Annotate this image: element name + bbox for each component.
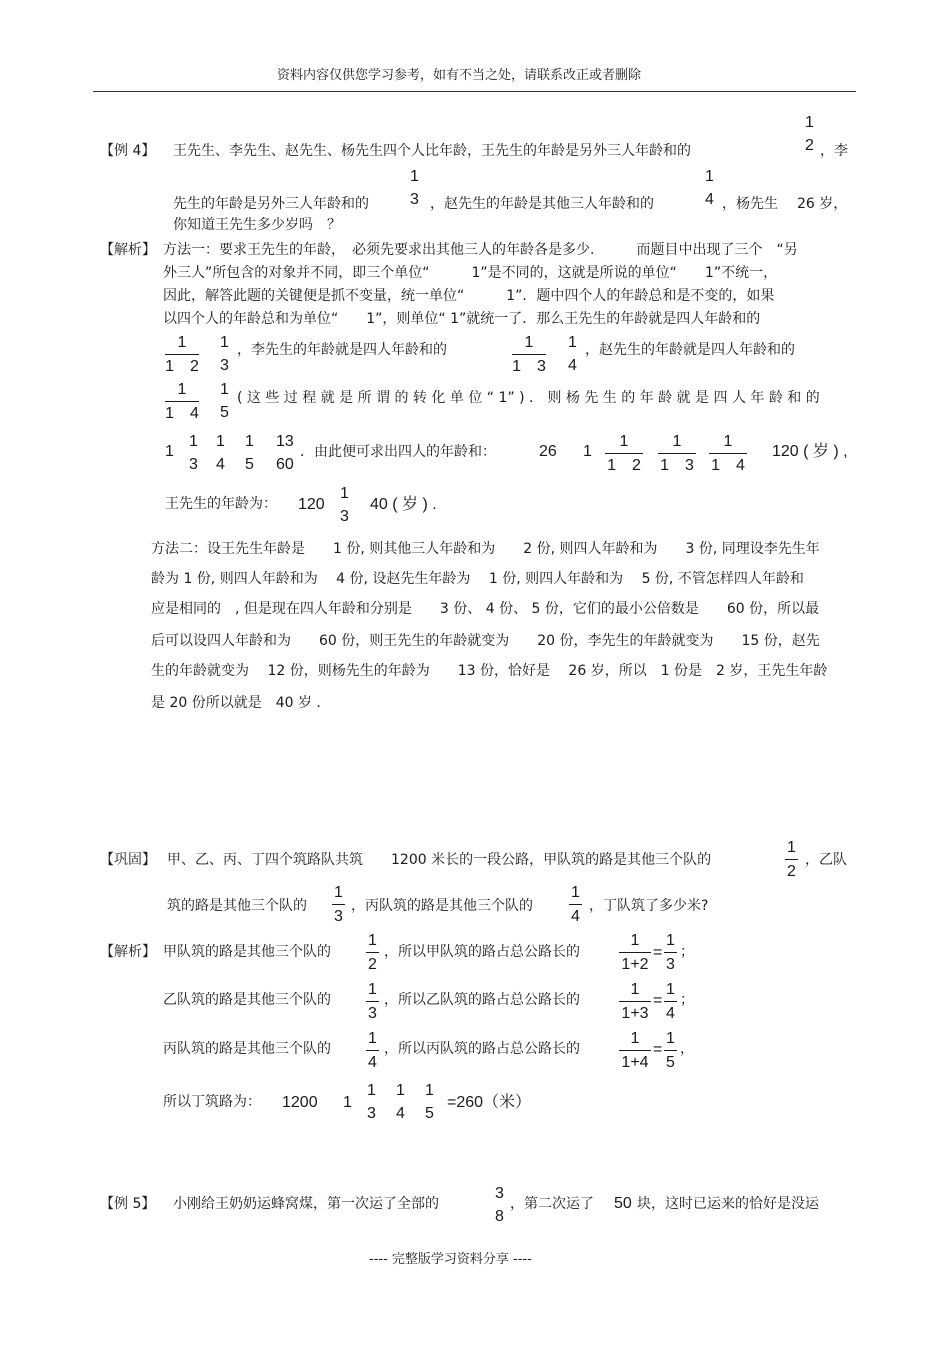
fraction-1-over-1-3: $\frac{1}{1 3}$ — [512, 334, 546, 375]
fraction-1-over-1p3: $\frac{1}{1+3}$ — [619, 982, 651, 1022]
fraction-1-3-e: $\frac{1}{3}$ — [334, 884, 343, 925]
comma-3: ， — [680, 1041, 694, 1057]
method-2-line4: 后可以设四人年龄和为 60 份，则王先生的年龄就变为 20 份，李先生的年龄就变为 15 份，赵先 — [151, 633, 820, 649]
fraction-1-5-c: 1 5 — [245, 433, 254, 473]
solution-4-line3: 因此，解答此题的关键便是抓不变量，统一单位“ 1”．题中四个人的年龄总和是不变的，如果 — [163, 288, 775, 304]
solution-4-26: 26 — [539, 443, 557, 460]
practice-solution-row1b: ，所以甲队筑的路占总公路长的 — [384, 944, 580, 960]
example-5-tail: 块，这时已运来的恰好是没运 — [637, 1196, 819, 1212]
fraction-1-2-c: $\frac{1}{2}$ — [368, 932, 377, 973]
method-2-line2: 龄为 1 份, 则四人年龄和为 4 份, 设赵先生年龄为 1 份, 则四人年龄和为 5 份, 不管怎样四人年龄和 — [151, 571, 804, 587]
fraction-1-4-e: $\frac{1}{4}$ — [571, 884, 580, 925]
fraction-1-over-1p4: $\frac{1}{1+4}$ — [619, 1031, 651, 1071]
semicolon-2: ； — [680, 992, 694, 1008]
equals-sign-3: = — [653, 1041, 663, 1058]
fraction-1-4-f: $\frac{1}{4}$ — [666, 981, 675, 1022]
method-2-line1: 方法二：设王先生年龄是 1 份, 则其他三人年龄和为 2 份, 则四人年龄和为 3 份, 同理设李先生年 — [151, 541, 820, 557]
practice-label: 【巩固】 — [100, 852, 156, 868]
practice-solution-1200: 1200 — [282, 1094, 318, 1111]
solution-4-wang-age: 40 ( 岁 ) . — [370, 496, 437, 513]
fraction-1-5-e: 1 5 — [425, 1082, 434, 1122]
semicolon-1: ； — [680, 944, 694, 960]
page-header: 资料内容仅供您学习参考，如有不当之处，请联系改正或者删除 — [277, 68, 642, 83]
fraction-1-over-1p2: $\frac{1}{1+2}$ — [619, 933, 651, 973]
practice-line1-tail: ，乙队 — [805, 852, 847, 868]
practice-solution-row1a: 甲队筑的路是其他三个队的 — [163, 944, 331, 960]
solution-4-line5: ，李先生的年龄就是四人年龄和的 — [237, 342, 447, 358]
example-4-text-line2a: 先生的年龄是另外三人年龄和的 — [173, 196, 369, 212]
fraction-1-3-c: 1 3 — [189, 433, 198, 473]
header-divider — [93, 91, 856, 92]
practice-line2a: 筑的路是其他三个队的 — [167, 898, 307, 914]
example-4-text-line1: 王先生、李先生、赵先生、杨先生四个人比年龄，王先生的年龄是另外三人年龄和的 — [173, 143, 691, 159]
practice-solution-row3b: ，所以丙队筑的路占总公路长的 — [384, 1041, 580, 1057]
practice-solution-label: 【解析】 — [100, 944, 156, 960]
fraction-1-3-f: $\frac{1}{3}$ — [666, 932, 675, 973]
example-4-text-line2b: ，赵先生的年龄是其他三人年龄和的 — [430, 196, 654, 212]
solution-4-line2: 外三人”所包含的对象并不同，即三个单位“ 1”是不同的，这就是所说的单位“ 1”不统一， — [163, 265, 778, 281]
example-5-label: 【例 5】 — [100, 1196, 156, 1212]
example-5-50: 50 — [614, 1195, 632, 1212]
solution-4-line1: 方法一：要求王先生的年龄， 必须先要求出其他三人的年龄各是多少. 而题目中出现了三个 “另 — [163, 242, 798, 258]
fraction-1-4: 1 4 — [705, 168, 714, 208]
example-4-label: 【例 4】 — [100, 143, 156, 159]
solution-4-one-b: 1 — [583, 443, 592, 460]
fraction-1-2-b: $\frac{1}{2}$ — [787, 839, 796, 880]
fraction-1-3-b: 1 3 — [220, 334, 229, 374]
fraction-1-4-g: $\frac{1}{4}$ — [368, 1030, 377, 1071]
solution-4-line5b: ，赵先生的年龄就是四人年龄和的 — [585, 342, 795, 358]
fraction-3-8: 3 8 — [495, 1185, 504, 1225]
solution-4-line8: 王先生的年龄为： — [165, 496, 277, 512]
example-4-text-line2c: ，杨先生 — [722, 196, 778, 212]
example-5-line1: 小刚给王奶奶运蜂窝煤，第一次运了全部的 — [173, 1196, 439, 1212]
method-2-line5: 生的年龄就变为 12 份，则杨先生的年龄为 13 份，恰好是 26 岁，所以 1 份是 2 岁，王先生年龄 — [151, 663, 828, 679]
fraction-1-2: 1 2 — [805, 114, 814, 154]
method-2-line6: 是 20 份所以就是 40 岁 . — [151, 695, 321, 711]
fraction-1-4-b: 1 4 — [568, 334, 577, 374]
equals-sign-2: = — [653, 992, 663, 1009]
fraction-1-3-d: 1 3 — [340, 485, 349, 525]
example-5-mid: ，第二次运了 — [510, 1196, 594, 1212]
fraction-1-over-1-2-b: $\frac{1}{1 2}$ — [605, 434, 643, 474]
practice-solution-row3a: 丙队筑的路是其他三个队的 — [163, 1041, 331, 1057]
practice-solution-row2b: ，所以乙队筑的路占总公路长的 — [384, 992, 580, 1008]
practice-solution-row2a: 乙队筑的路是其他三个队的 — [163, 992, 331, 1008]
fraction-1-4-c: 1 4 — [216, 433, 225, 473]
solution-4-sum-result: 120 ( 岁 ) , — [772, 443, 848, 460]
fraction-1-3-g: $\frac{1}{3}$ — [368, 981, 377, 1022]
practice-line2c: ，丁队筑了多少米? — [589, 898, 709, 914]
fraction-1-over-1-3-b: $\frac{1}{1 3}$ — [658, 434, 696, 474]
fraction-13-60: 13 60 — [276, 433, 294, 473]
practice-solution-result: =260（米） — [447, 1094, 532, 1111]
fraction-1-over-1-2: $\frac{1}{1 2}$ — [165, 334, 199, 375]
fraction-1-4-h: 1 4 — [396, 1082, 405, 1122]
method-2-line3: 应是相同的 , 但是现在四人年龄和分别是 3 份、 4 份、 5 份，它们的最小公倍数是 60 份，所以最 — [151, 601, 820, 617]
practice-line2b: ，丙队筑的路是其他三个队的 — [351, 898, 533, 914]
solution-4-one: 1 — [165, 443, 174, 460]
fraction-1-5: 1 5 — [220, 381, 229, 421]
practice-solution-row4: 所以丁筑路为： — [163, 1094, 261, 1110]
practice-solution-one: 1 — [343, 1094, 352, 1111]
equals-sign-1: = — [653, 944, 663, 961]
fraction-1-over-1-4: $\frac{1}{1 4}$ — [165, 381, 199, 422]
practice-line1: 甲、乙、丙、丁四个筑路队共筑 1200 米长的一段公路，甲队筑的路是其他三个队的 — [167, 852, 712, 868]
page-footer: ---- 完整版学习资料分享 ---- — [369, 1252, 532, 1267]
example-4-age: 26 岁， — [797, 196, 848, 212]
example-4-line1-tail: ，李 — [820, 143, 848, 159]
solution-4-label: 【解析】 — [100, 242, 156, 258]
solution-4-line7: ．由此便可求出四人的年龄和： — [300, 444, 496, 460]
solution-4-line6: ( 这 些 过 程 就 是 所 谓 的 转 化 单 位 “ 1” ) ． 则 杨 先 生 的 年 龄 就 是 四 人 年 龄 和 的 — [237, 390, 820, 406]
example-4-question: 你知道王先生多少岁吗 ？ — [173, 217, 341, 233]
solution-4-line4: 以四个人的年龄总和为单位“ 1”，则单位“ 1”就统一了．那么王先生的年龄就是四人年龄和的 — [163, 311, 761, 327]
fraction-1-over-1-4-b: $\frac{1}{1 4}$ — [709, 434, 747, 474]
fraction-1-5-d: $\frac{1}{5}$ — [666, 1030, 675, 1071]
fraction-1-3: 1 3 — [410, 168, 419, 208]
solution-4-120: 120 — [298, 496, 325, 513]
fraction-1-3-h: 1 3 — [367, 1082, 376, 1122]
